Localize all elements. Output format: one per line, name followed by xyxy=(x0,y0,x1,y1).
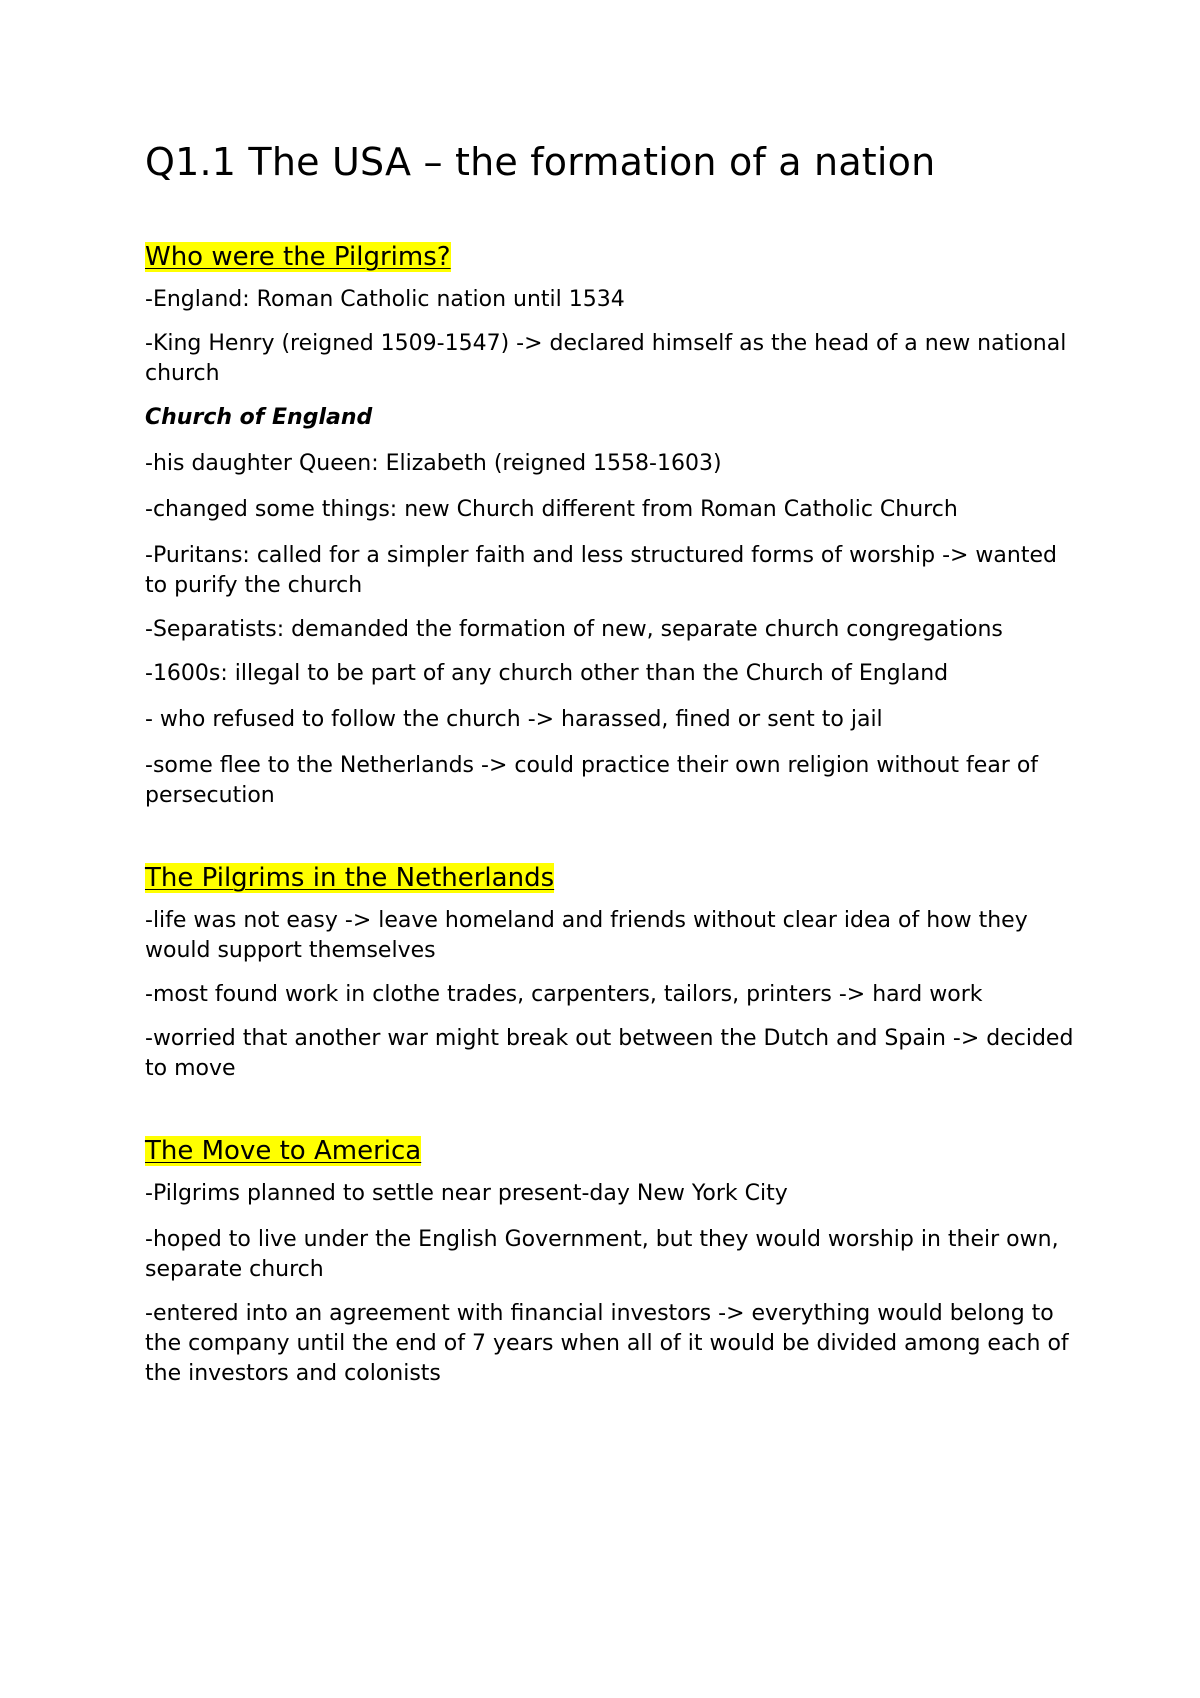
bullet-line: -King Henry (reigned 1509-1547) -> declared himself as the head of a new national church xyxy=(145,330,1067,386)
bullet-line: -life was not easy -> leave homeland and friends without clear idea of how they would support themselves xyxy=(145,907,1028,963)
bullet-line: -worried that another war might break out between the Dutch and Spain -> decided to move xyxy=(145,1025,1074,1081)
document-page xyxy=(145,140,1075,1389)
highlighted-heading-text: The Move to America xyxy=(145,1135,422,1166)
section-heading xyxy=(145,863,1075,894)
section-heading xyxy=(145,242,1075,273)
bullet-line: -most found work in clothe trades, carpenters, tailors, printers -> hard work xyxy=(145,981,983,1007)
section-pilgrims-in-netherlands xyxy=(145,863,1075,1084)
bullet-line: - who refused to follow the church -> harassed, fined or sent to jail xyxy=(145,706,883,732)
bullet-line: -Puritans: called for a simpler faith and less structured forms of worship -> wanted to purify the church xyxy=(145,542,1057,598)
section-heading xyxy=(145,1136,1075,1167)
document-title: Q1.1 The USA – the formation of a nation xyxy=(145,140,936,184)
bullet-line: -some flee to the Netherlands -> could practice their own religion without fear of persecution xyxy=(145,752,1039,808)
bullet-line: -entered into an agreement with financial investors -> everything would belong to the company until the end of 7 years when all of it would be divided among each of the investors and colonists xyxy=(145,1301,1069,1387)
bullet-line: -hoped to live under the English Government, but they would worship in their own, separate church xyxy=(145,1227,1059,1283)
bullet-line: -his daughter Queen: Elizabeth (reigned 1558-1603) xyxy=(145,450,722,476)
bullet-line: -changed some things: new Church different from Roman Catholic Church xyxy=(145,496,958,522)
subheading: Church of England xyxy=(145,404,373,430)
section-who-were-the-pilgrims xyxy=(145,242,1075,811)
bullet-line: -1600s: illegal to be part of any church other than the Church of England xyxy=(145,660,949,686)
section-move-to-america xyxy=(145,1136,1075,1389)
highlighted-heading-text: The Pilgrims in the Netherlands xyxy=(145,862,555,893)
bullet-line: -Pilgrims planned to settle near present-day New York City xyxy=(145,1181,788,1207)
bullet-line: -England: Roman Catholic nation until 1534 xyxy=(145,286,625,312)
highlighted-heading-text: Who were the Pilgrims? xyxy=(145,241,451,272)
bullet-line: -Separatists: demanded the formation of new, separate church congregations xyxy=(145,616,1003,642)
